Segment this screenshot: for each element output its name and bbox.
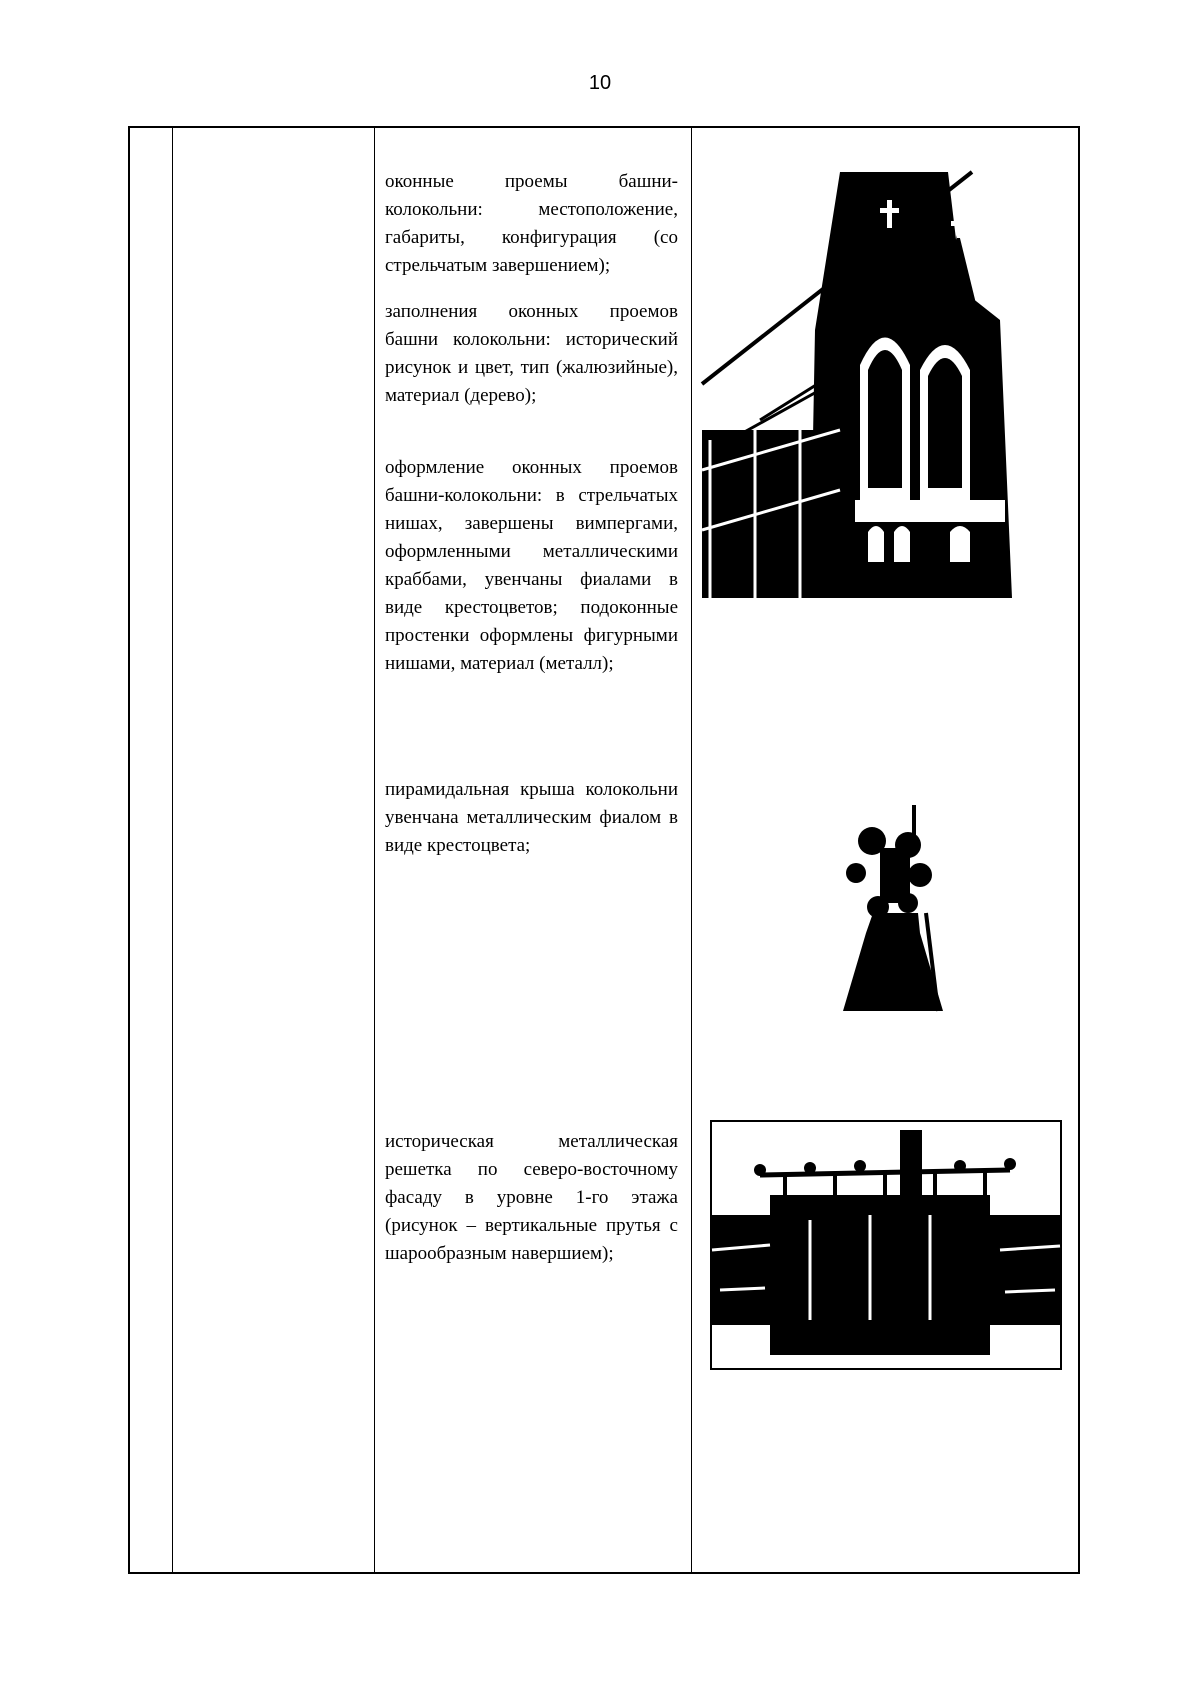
page-number: 10: [588, 72, 612, 94]
column-divider-2: [374, 128, 375, 1572]
feature-roof-text: пирамидальная крыша колокольни увенчана металлическим фиалом в виде крестоцвета;: [385, 779, 678, 856]
feature-window-fill-text: заполнения оконных проемов башни колокольни: исторический рисунок и цвет, тип (жалюзийные), материал (дерево);: [385, 301, 678, 406]
feature-grille-text: историческая металлическая решетка по северо-восточному фасаду в уровне 1-го этажа (рисунок – вертикальные прутья с шарообразным навершием);: [385, 1131, 678, 1264]
feature-windows-text: оконные проемы башни-колокольни: местоположение, габариты, конфигурация (со стрельчатым завершением);: [385, 171, 678, 276]
column-divider-1: [172, 128, 173, 1572]
finial-photo: [838, 803, 948, 1015]
feature-window-fill: [385, 298, 678, 410]
grille-photo: [710, 1120, 1062, 1370]
tower-photo: [700, 170, 1030, 598]
feature-grille: [385, 1128, 678, 1268]
feature-windows: [385, 168, 678, 280]
feature-window-decor: [385, 454, 678, 678]
feature-roof: [385, 776, 678, 860]
column-divider-3: [691, 128, 692, 1572]
feature-window-decor-text: оформление оконных проемов башни-колокольни: в стрельчатых нишах, завершены вимпергами, оформленными металлическими краббами, увенчаны фиалами в виде крестоцветов; подоконные простенки оформлены фигурными нишами, материал (металл);: [385, 457, 678, 674]
